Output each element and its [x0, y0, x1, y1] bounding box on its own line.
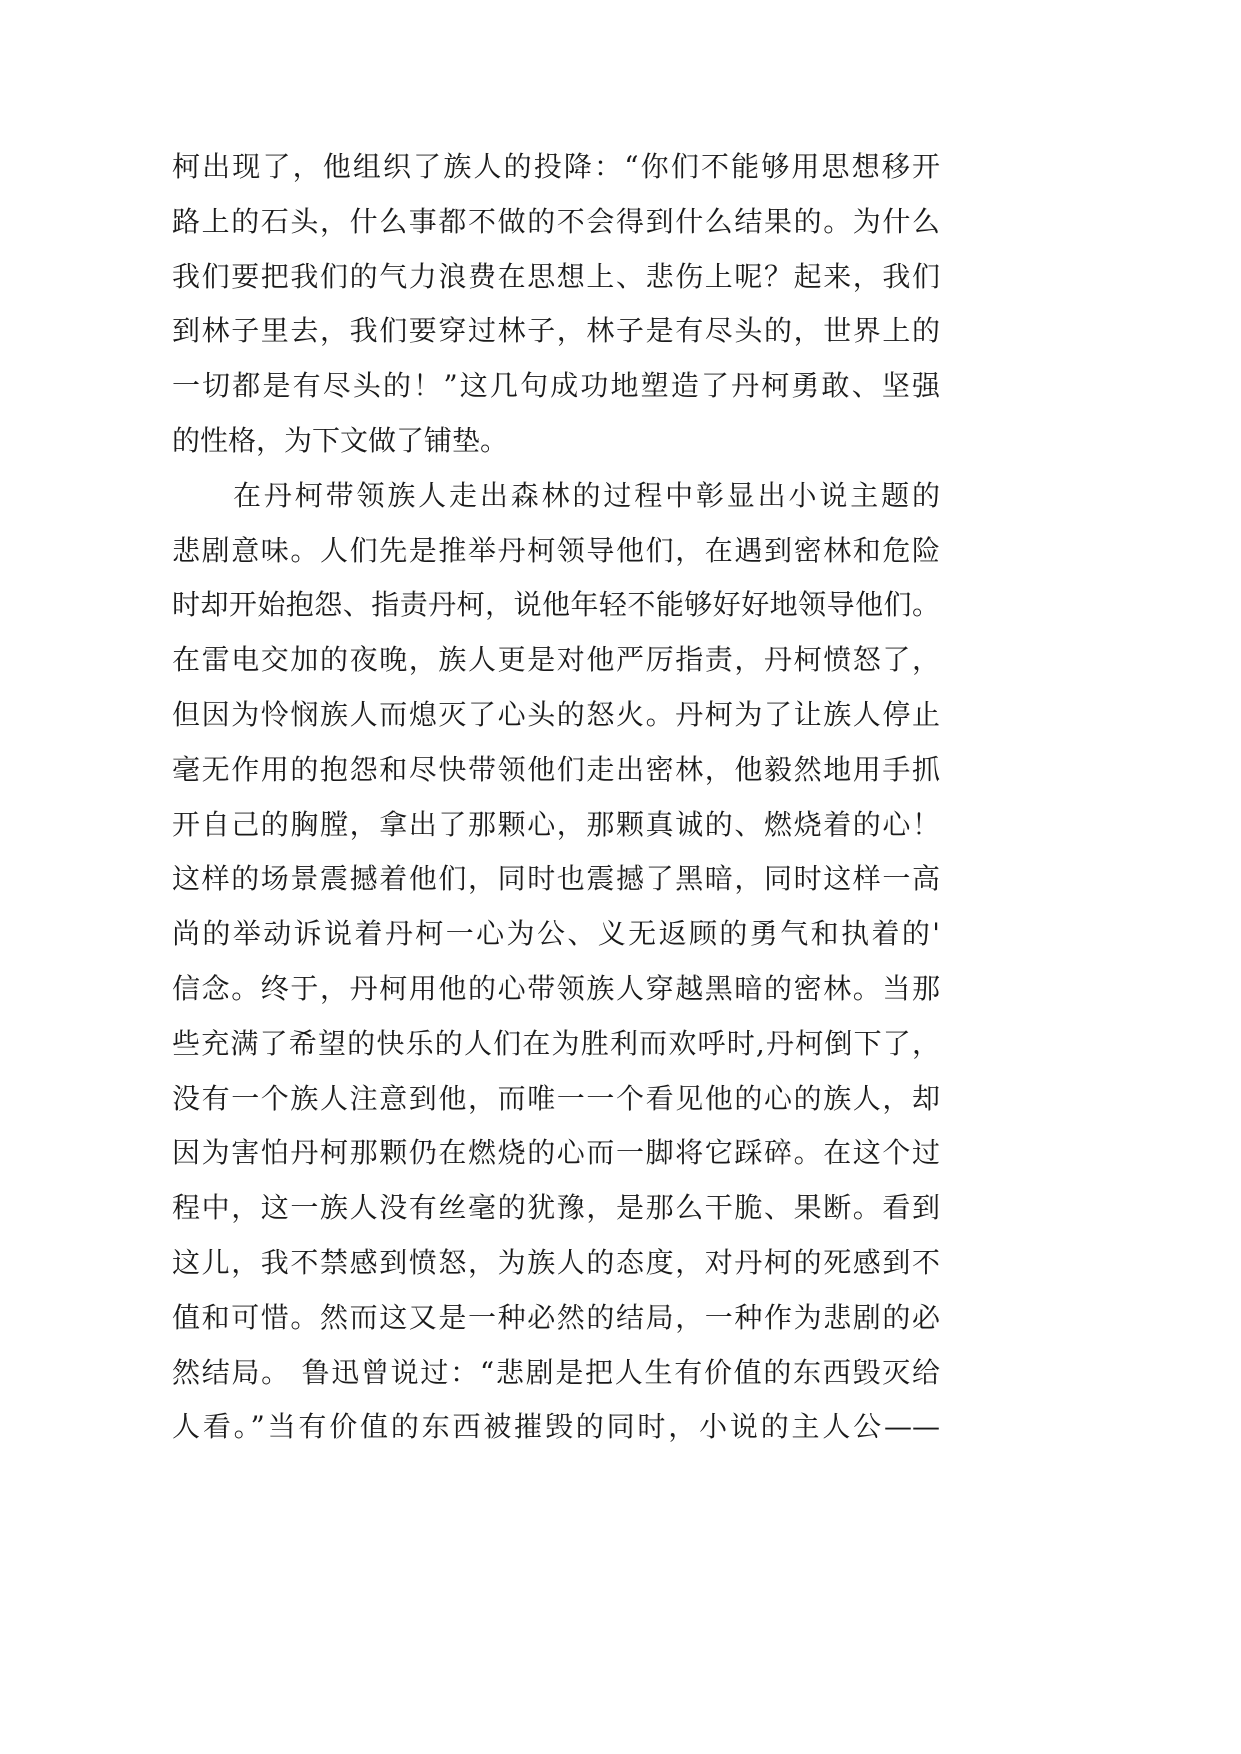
- text-line: 开自己的胸膛，拿出了那颗心，那颗真诚的、燃烧着的心！: [172, 807, 940, 841]
- text-line: 毫无作用的抱怨和尽快带领他们走出密林，他毅然地用手抓: [172, 752, 940, 786]
- text-line: 时却开始抱怨、指责丹柯，说他年轻不能够好好地领导他们。: [172, 588, 940, 622]
- text-line: 些充满了希望的快乐的人们在为胜利而欢呼时,丹柯倒下了，: [172, 1026, 940, 1060]
- text-line: 到林子里去，我们要穿过林子，林子是有尽头的，世界上的: [172, 314, 940, 348]
- text-line: 但因为怜悯族人而熄灭了心头的怒火。丹柯为了让族人停止: [172, 697, 940, 731]
- text-line: 悲剧意味。人们先是推举丹柯领导他们，在遇到密林和危险: [172, 533, 940, 567]
- text-line: 这儿，我不禁感到愤怒，为族人的态度，对丹柯的死感到不: [172, 1245, 940, 1279]
- text-line: 一切都是有尽头的！”这几句成功地塑造了丹柯勇敢、坚强: [172, 369, 940, 403]
- paragraph: [172, 469, 940, 1455]
- text-line: 然结局。 鲁迅曾说过：“悲剧是把人生有价值的东西毁灭给: [172, 1355, 940, 1389]
- text-line: 没有一个族人注意到他，而唯一一个看见他的心的族人，却: [172, 1081, 940, 1115]
- paragraph: [172, 140, 940, 469]
- body-text: [172, 140, 940, 1455]
- text-line: 柯出现了，他组织了族人的投降：“你们不能够用思想移开: [172, 150, 940, 183]
- text-line: 因为害怕丹柯那颗仍在燃烧的心而一脚将它踩碎。在这个过: [172, 1136, 940, 1170]
- text-line: 的性格，为下文做了铺垫。: [172, 423, 509, 457]
- text-line: 程中，这一族人没有丝毫的犹豫，是那么干脆、果断。看到: [172, 1191, 940, 1225]
- text-line: 信念。终于，丹柯用他的心带领族人穿越黑暗的密林。当那: [172, 971, 940, 1005]
- text-line: 值和可惜。然而这又是一种必然的结局，一种作为悲剧的必: [172, 1300, 940, 1334]
- text-line: 尚的举动诉说着丹柯一心为公、义无返顾的勇气和执着的': [172, 917, 940, 951]
- text-line: 这样的场景震撼着他们，同时也震撼了黑暗，同时这样一高: [172, 862, 940, 896]
- text-line: 我们要把我们的气力浪费在思想上、悲伤上呢？起来，我们: [172, 259, 940, 293]
- text-line: 在丹柯带领族人走出森林的过程中彰显出小说主题的: [233, 478, 940, 512]
- text-line: 人看。”当有价值的东西被摧毁的同时，小说的主人公——: [172, 1410, 940, 1444]
- text-line: 路上的石头，什么事都不做的不会得到什么结果的。为什么: [172, 204, 940, 238]
- text-line: 在雷电交加的夜晚，族人更是对他严厉指责，丹柯愤怒了，: [172, 643, 940, 677]
